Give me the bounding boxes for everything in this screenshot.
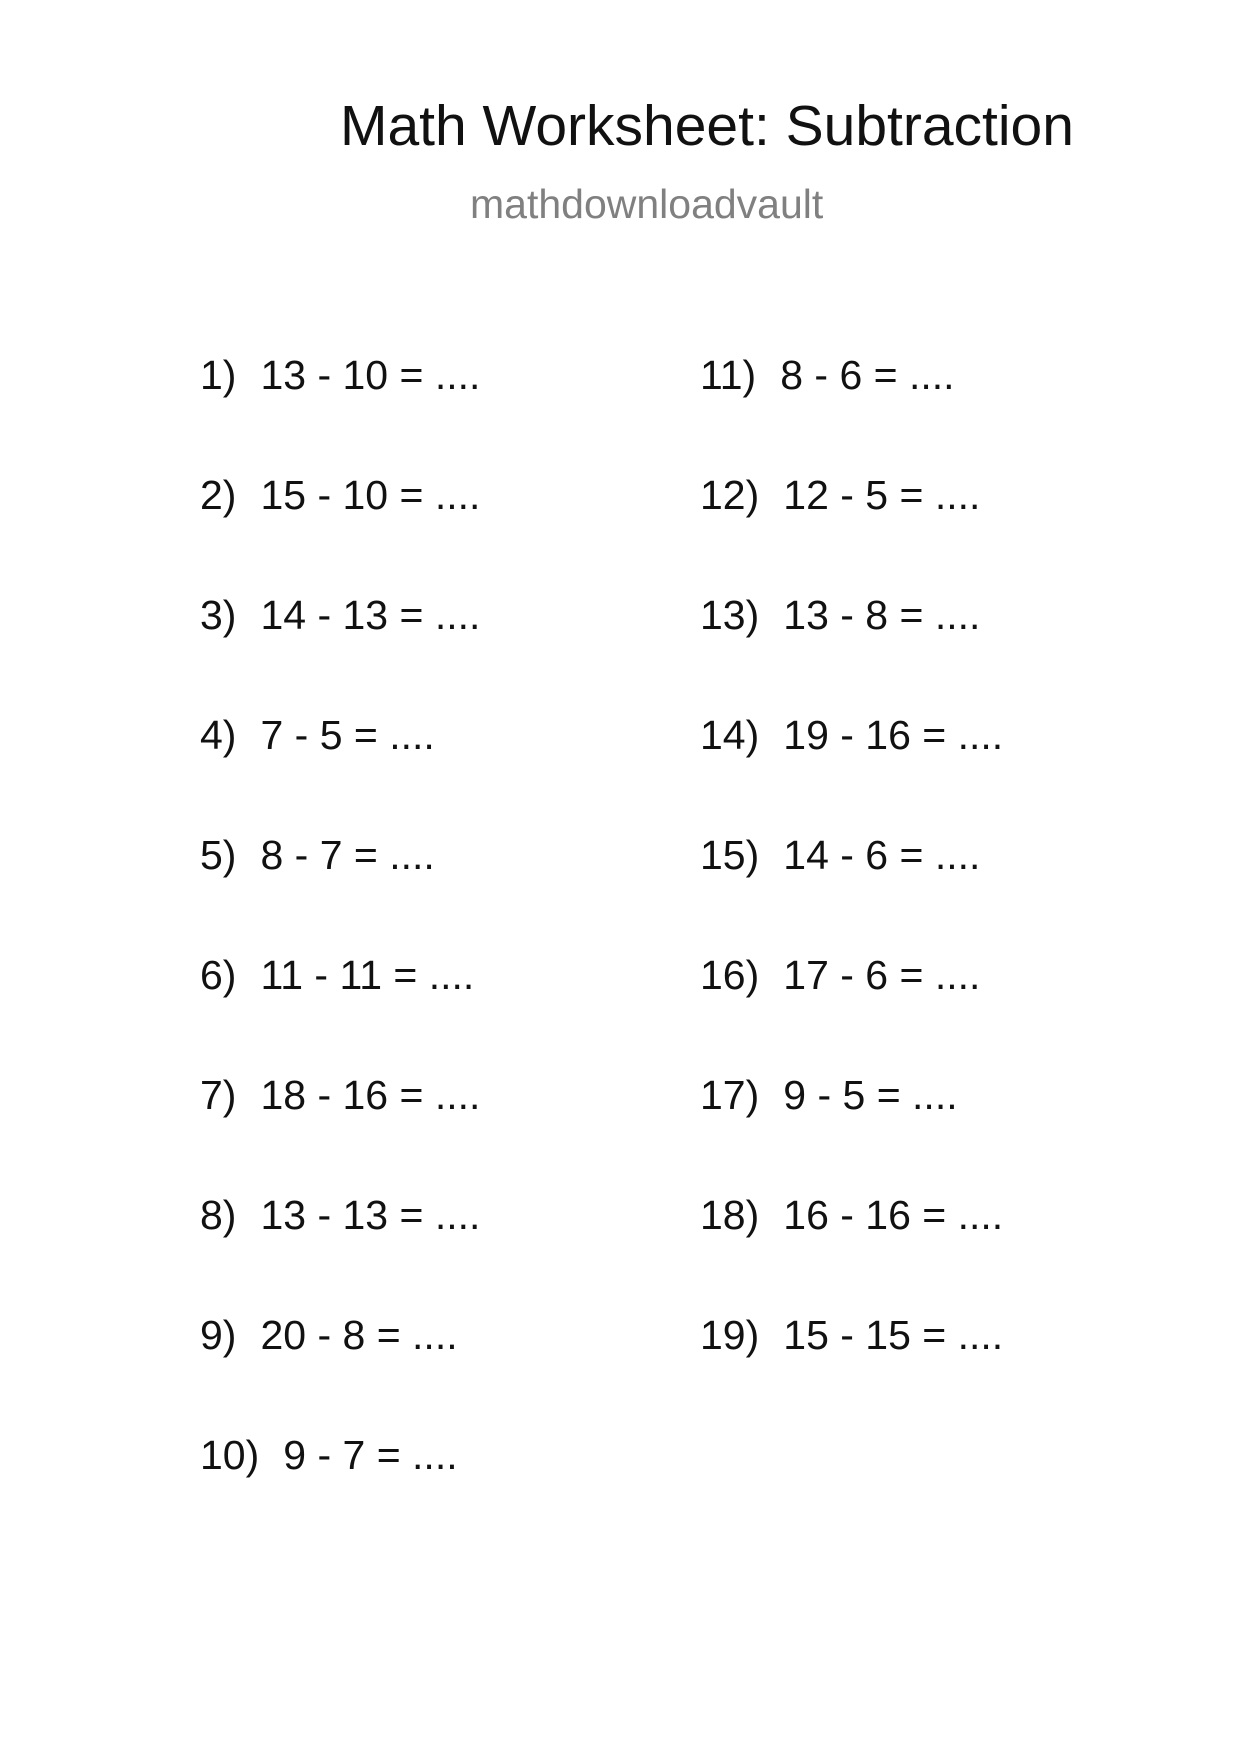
problem-expression: 15 - 15 = .... <box>783 1312 1004 1358</box>
problem-number: 19) <box>700 1312 760 1358</box>
problem-number: 12) <box>700 472 760 518</box>
problem-number: 2) <box>200 472 237 518</box>
problem-expression: 19 - 16 = .... <box>783 712 1004 758</box>
problem-item <box>200 952 475 998</box>
problem-number: 6) <box>200 952 237 998</box>
problem-item <box>700 712 1004 758</box>
problem-number: 3) <box>200 592 237 638</box>
problem-item <box>200 1072 481 1118</box>
problem-expression: 7 - 5 = .... <box>260 712 435 758</box>
problem-item <box>700 1072 958 1118</box>
problem-item <box>200 352 481 398</box>
problem-expression: 17 - 6 = .... <box>783 952 981 998</box>
problem-expression: 20 - 8 = .... <box>260 1312 458 1358</box>
problem-item <box>200 1192 481 1238</box>
problem-expression: 12 - 5 = .... <box>783 472 981 518</box>
problem-number: 13) <box>700 592 760 638</box>
problem-expression: 13 - 8 = .... <box>783 592 981 638</box>
worksheet-source: mathdownloadvault <box>470 181 824 227</box>
problem-number: 17) <box>700 1072 760 1118</box>
problem-item <box>700 832 981 878</box>
problem-number: 9) <box>200 1312 237 1358</box>
problem-number: 15) <box>700 832 760 878</box>
problem-item <box>700 592 981 638</box>
problem-expression: 8 - 6 = .... <box>780 352 955 398</box>
problem-number: 8) <box>200 1192 237 1238</box>
worksheet-title: Math Worksheet: Subtraction <box>340 94 1074 158</box>
problem-item <box>200 472 481 518</box>
problem-number: 5) <box>200 832 237 878</box>
problem-number: 10) <box>200 1432 260 1478</box>
problem-expression: 18 - 16 = .... <box>260 1072 481 1118</box>
problem-expression: 15 - 10 = .... <box>260 472 481 518</box>
problem-item <box>200 832 435 878</box>
problem-item <box>200 712 435 758</box>
problem-expression: 16 - 16 = .... <box>783 1192 1004 1238</box>
problem-item <box>700 1192 1004 1238</box>
problem-expression: 13 - 13 = .... <box>260 1192 481 1238</box>
problem-number: 7) <box>200 1072 237 1118</box>
problem-item <box>200 1312 458 1358</box>
problem-expression: 9 - 5 = .... <box>783 1072 958 1118</box>
problem-expression: 14 - 6 = .... <box>783 832 981 878</box>
problem-expression: 11 - 11 = .... <box>260 952 475 998</box>
problem-number: 14) <box>700 712 760 758</box>
problem-expression: 9 - 7 = .... <box>283 1432 458 1478</box>
problem-number: 18) <box>700 1192 760 1238</box>
problem-number: 1) <box>200 352 237 398</box>
problem-item <box>700 472 981 518</box>
problem-item <box>700 952 981 998</box>
problem-item <box>200 1432 458 1478</box>
problem-item <box>700 1312 1004 1358</box>
problem-expression: 14 - 13 = .... <box>260 592 481 638</box>
problem-number: 11) <box>700 352 757 398</box>
problem-item <box>200 592 481 638</box>
problem-expression: 8 - 7 = .... <box>260 832 435 878</box>
problem-number: 4) <box>200 712 237 758</box>
problem-item <box>700 352 955 398</box>
problem-number: 16) <box>700 952 760 998</box>
problem-expression: 13 - 10 = .... <box>260 352 481 398</box>
